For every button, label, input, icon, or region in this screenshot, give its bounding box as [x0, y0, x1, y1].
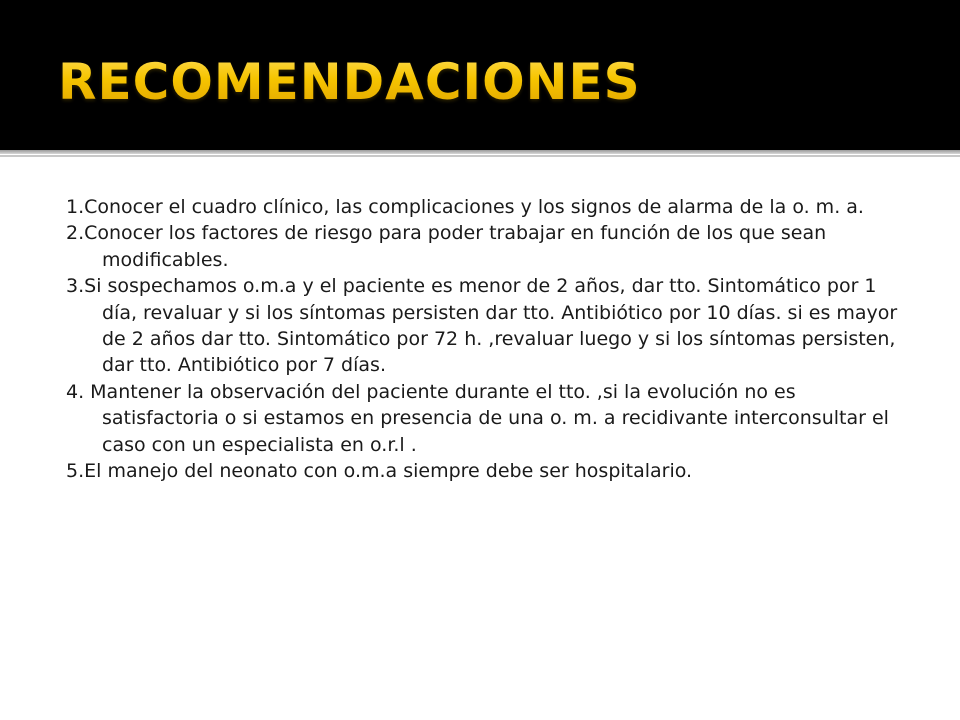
recommendation-item-2: 2.Conocer los factores de riesgo para poder trabajar en función de los que sean modificables.: [66, 222, 827, 271]
recommendations-list: [66, 194, 912, 484]
recommendation-item-3: 3.Si sospechamos o.m.a y el paciente es menor de 2 años, dar tto. Sintomático por 1 día, revaluar y si los síntomas persisten dar tto. Antibiótico por 10 días. si es mayor de 2 años dar tto. Sintomático por 72 h. ,revaluar luego y si los síntomas persisten, dar tto. Antibiótico por 7 días.: [66, 275, 898, 377]
recommendation-item-5: 5.El manejo del neonato con o.m.a siempre debe ser hospitalario.: [66, 460, 693, 483]
title-band: [0, 0, 960, 150]
slide-title: RECOMENDACIONES: [58, 50, 641, 114]
recommendation-item-1: 1.Conocer el cuadro clínico, las complicaciones y los signos de alarma de la o. m. a.: [66, 196, 864, 218]
recommendation-item-4: 4. Mantener la observación del paciente durante el tto. ,si la evolución no es satisfactoria o si estamos en presencia de una o. m. a recidivante interconsultar el caso con un especialista en o.r.l .: [66, 380, 889, 456]
title-divider: [0, 150, 960, 154]
title-divider-accent: [0, 155, 960, 157]
